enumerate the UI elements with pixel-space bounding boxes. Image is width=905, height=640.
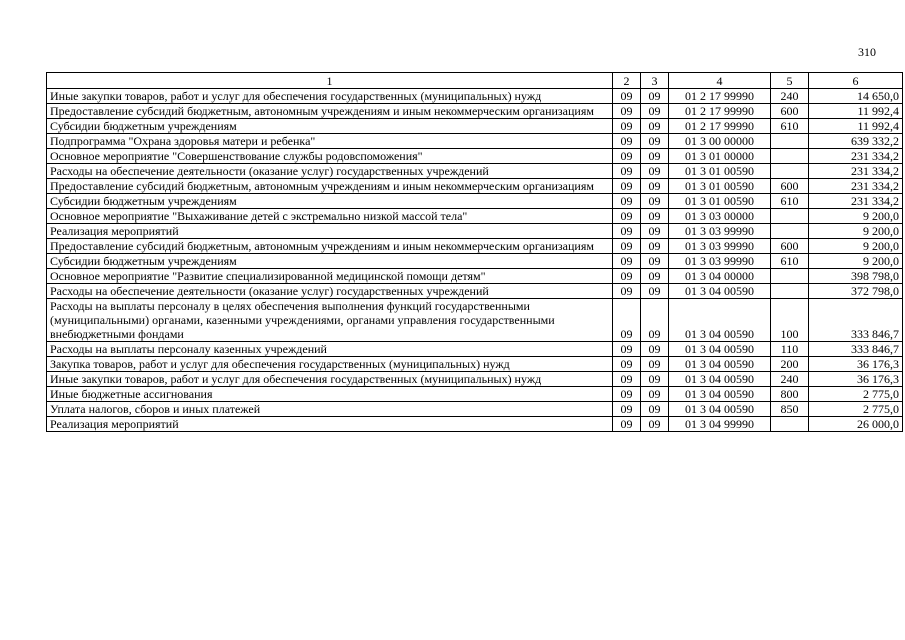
row-amount: 231 334,2 — [809, 149, 903, 164]
row-name: Реализация мероприятий — [47, 417, 613, 432]
row-name: Уплата налогов, сборов и иных платежей — [47, 402, 613, 417]
row-section: 09 — [613, 179, 641, 194]
row-section: 09 — [613, 149, 641, 164]
row-section: 09 — [613, 119, 641, 134]
row-name: Иные закупки товаров, работ и услуг для обеспечения государственных (муниципальных) нужд — [47, 89, 613, 104]
row-subsection: 09 — [641, 104, 669, 119]
row-section: 09 — [613, 89, 641, 104]
budget-table — [46, 72, 903, 432]
table-row — [47, 119, 903, 134]
row-expense-type: 600 — [771, 179, 809, 194]
row-amount: 11 992,4 — [809, 119, 903, 134]
row-amount: 333 846,7 — [809, 299, 903, 342]
row-target-article: 01 2 17 99990 — [669, 119, 771, 134]
row-section: 09 — [613, 284, 641, 299]
row-section: 09 — [613, 357, 641, 372]
row-name: Расходы на обеспечение деятельности (оказание услуг) государственных учреждений — [47, 284, 613, 299]
table-row — [47, 239, 903, 254]
table-row — [47, 89, 903, 104]
table-row — [47, 342, 903, 357]
row-expense-type — [771, 134, 809, 149]
row-amount: 372 798,0 — [809, 284, 903, 299]
row-name: Подпрограмма "Охрана здоровья матери и ребенка" — [47, 134, 613, 149]
row-subsection: 09 — [641, 342, 669, 357]
table-row — [47, 224, 903, 239]
table-row — [47, 149, 903, 164]
row-name: Основное мероприятие "Совершенствование службы родовспоможения" — [47, 149, 613, 164]
row-target-article: 01 3 01 00590 — [669, 164, 771, 179]
row-subsection: 09 — [641, 209, 669, 224]
row-subsection: 09 — [641, 164, 669, 179]
row-target-article: 01 3 04 00590 — [669, 372, 771, 387]
table-row — [47, 209, 903, 224]
row-section: 09 — [613, 134, 641, 149]
row-subsection: 09 — [641, 284, 669, 299]
row-amount: 9 200,0 — [809, 209, 903, 224]
row-name: Основное мероприятие "Развитие специализированной медицинской помощи детям" — [47, 269, 613, 284]
row-section: 09 — [613, 194, 641, 209]
column-header-2: 2 — [613, 73, 641, 89]
row-amount: 9 200,0 — [809, 254, 903, 269]
row-expense-type — [771, 149, 809, 164]
row-amount: 36 176,3 — [809, 357, 903, 372]
table-row — [47, 417, 903, 432]
row-amount: 9 200,0 — [809, 224, 903, 239]
table-row — [47, 194, 903, 209]
row-subsection: 09 — [641, 239, 669, 254]
row-expense-type — [771, 284, 809, 299]
row-subsection: 09 — [641, 119, 669, 134]
row-amount: 398 798,0 — [809, 269, 903, 284]
table-row — [47, 254, 903, 269]
row-section: 09 — [613, 209, 641, 224]
row-target-article: 01 3 04 00590 — [669, 284, 771, 299]
row-expense-type: 240 — [771, 372, 809, 387]
row-subsection: 09 — [641, 254, 669, 269]
row-amount: 2 775,0 — [809, 402, 903, 417]
row-section: 09 — [613, 269, 641, 284]
row-section: 09 — [613, 387, 641, 402]
column-header-3: 3 — [641, 73, 669, 89]
row-amount: 639 332,2 — [809, 134, 903, 149]
row-expense-type: 610 — [771, 254, 809, 269]
row-section: 09 — [613, 254, 641, 269]
row-section: 09 — [613, 224, 641, 239]
row-expense-type: 800 — [771, 387, 809, 402]
row-name: Расходы на выплаты персоналу в целях обеспечения выполнения функций государственными (муниципальными) органами, казенными учреждениями, органами управления государственными внебюджетными фондами — [47, 299, 613, 342]
column-header-1: 1 — [47, 73, 613, 89]
table-row — [47, 387, 903, 402]
row-subsection: 09 — [641, 149, 669, 164]
row-amount: 9 200,0 — [809, 239, 903, 254]
row-section: 09 — [613, 299, 641, 342]
table-body — [47, 89, 903, 432]
row-name: Субсидии бюджетным учреждениям — [47, 194, 613, 209]
row-name: Иные закупки товаров, работ и услуг для обеспечения государственных (муниципальных) нужд — [47, 372, 613, 387]
row-subsection: 09 — [641, 269, 669, 284]
column-header-4: 4 — [669, 73, 771, 89]
row-section: 09 — [613, 372, 641, 387]
row-name: Субсидии бюджетным учреждениям — [47, 254, 613, 269]
table-row — [47, 164, 903, 179]
row-amount: 26 000,0 — [809, 417, 903, 432]
row-section: 09 — [613, 342, 641, 357]
row-subsection: 09 — [641, 89, 669, 104]
row-target-article: 01 3 01 00590 — [669, 179, 771, 194]
row-expense-type — [771, 164, 809, 179]
row-expense-type — [771, 209, 809, 224]
row-expense-type: 240 — [771, 89, 809, 104]
row-target-article: 01 2 17 99990 — [669, 104, 771, 119]
row-name: Реализация мероприятий — [47, 224, 613, 239]
row-subsection: 09 — [641, 417, 669, 432]
row-target-article: 01 2 17 99990 — [669, 89, 771, 104]
row-expense-type: 610 — [771, 119, 809, 134]
row-subsection: 09 — [641, 179, 669, 194]
row-target-article: 01 3 04 00590 — [669, 357, 771, 372]
row-target-article: 01 3 04 00590 — [669, 402, 771, 417]
row-subsection: 09 — [641, 194, 669, 209]
row-target-article: 01 3 03 99990 — [669, 224, 771, 239]
row-name: Субсидии бюджетным учреждениям — [47, 119, 613, 134]
row-name: Предоставление субсидий бюджетным, автономным учреждениям и иным некоммерческим организациям — [47, 239, 613, 254]
row-amount: 333 846,7 — [809, 342, 903, 357]
row-subsection: 09 — [641, 372, 669, 387]
table-row — [47, 372, 903, 387]
row-name: Закупка товаров, работ и услуг для обеспечения государственных (муниципальных) нужд — [47, 357, 613, 372]
table-row — [47, 299, 903, 342]
row-expense-type: 100 — [771, 299, 809, 342]
row-expense-type: 110 — [771, 342, 809, 357]
row-section: 09 — [613, 239, 641, 254]
row-amount: 14 650,0 — [809, 89, 903, 104]
row-name: Расходы на обеспечение деятельности (оказание услуг) государственных учреждений — [47, 164, 613, 179]
row-amount: 231 334,2 — [809, 194, 903, 209]
row-subsection: 09 — [641, 299, 669, 342]
row-subsection: 09 — [641, 134, 669, 149]
row-target-article: 01 3 01 00590 — [669, 194, 771, 209]
row-name: Расходы на выплаты персоналу казенных учреждений — [47, 342, 613, 357]
table-row — [47, 269, 903, 284]
row-target-article: 01 3 04 00590 — [669, 299, 771, 342]
row-expense-type: 200 — [771, 357, 809, 372]
table-row — [47, 402, 903, 417]
row-target-article: 01 3 04 00590 — [669, 387, 771, 402]
row-amount: 2 775,0 — [809, 387, 903, 402]
row-amount: 36 176,3 — [809, 372, 903, 387]
row-expense-type — [771, 417, 809, 432]
row-target-article: 01 3 03 99990 — [669, 239, 771, 254]
column-header-6: 6 — [809, 73, 903, 89]
row-target-article: 01 3 04 00000 — [669, 269, 771, 284]
row-subsection: 09 — [641, 357, 669, 372]
row-expense-type — [771, 269, 809, 284]
row-name: Иные бюджетные ассигнования — [47, 387, 613, 402]
row-expense-type: 610 — [771, 194, 809, 209]
row-subsection: 09 — [641, 402, 669, 417]
table-row — [47, 284, 903, 299]
row-target-article: 01 3 00 00000 — [669, 134, 771, 149]
row-expense-type: 600 — [771, 104, 809, 119]
row-amount: 231 334,2 — [809, 164, 903, 179]
row-expense-type — [771, 224, 809, 239]
row-amount: 11 992,4 — [809, 104, 903, 119]
table-row — [47, 134, 903, 149]
row-target-article: 01 3 03 99990 — [669, 254, 771, 269]
row-target-article: 01 3 04 99990 — [669, 417, 771, 432]
row-name: Основное мероприятие "Выхаживание детей с экстремально низкой массой тела" — [47, 209, 613, 224]
row-target-article: 01 3 03 00000 — [669, 209, 771, 224]
table-row — [47, 104, 903, 119]
row-name: Предоставление субсидий бюджетным, автономным учреждениям и иным некоммерческим организациям — [47, 179, 613, 194]
row-section: 09 — [613, 104, 641, 119]
row-name: Предоставление субсидий бюджетным, автономным учреждениям и иным некоммерческим организациям — [47, 104, 613, 119]
row-target-article: 01 3 04 00590 — [669, 342, 771, 357]
row-expense-type: 600 — [771, 239, 809, 254]
header-row — [47, 73, 903, 89]
row-target-article: 01 3 01 00000 — [669, 149, 771, 164]
table-row — [47, 179, 903, 194]
table-row — [47, 357, 903, 372]
column-header-5: 5 — [771, 73, 809, 89]
row-subsection: 09 — [641, 387, 669, 402]
row-section: 09 — [613, 164, 641, 179]
row-section: 09 — [613, 402, 641, 417]
row-section: 09 — [613, 417, 641, 432]
page-number: 310 — [858, 45, 876, 59]
row-expense-type: 850 — [771, 402, 809, 417]
row-amount: 231 334,2 — [809, 179, 903, 194]
row-subsection: 09 — [641, 224, 669, 239]
